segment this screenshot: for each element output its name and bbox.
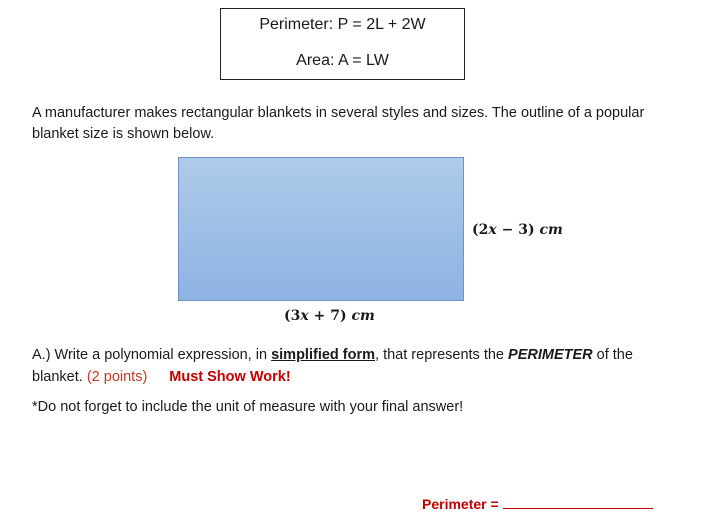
answer-blank[interactable] — [503, 494, 653, 509]
formula-box — [220, 8, 465, 80]
blanket-rectangle — [178, 157, 464, 301]
must-show-work: Must Show Work! — [169, 369, 291, 385]
intro-paragraph: A manufacturer makes rectangular blankets in several styles and sizes. The outline of a popular blanket size is shown below. — [32, 105, 645, 142]
unit-reminder-note: *Do not forget to include the unit of measure with your final answer! — [32, 399, 464, 415]
points-label: (2 points) — [86, 369, 148, 385]
perimeter-answer-line — [422, 494, 653, 512]
width-label: (2x − 3) cm — [472, 222, 563, 238]
perimeter-emphasis: PERIMETER — [508, 347, 593, 363]
simplified-form-emphasis: simplified form — [271, 347, 376, 363]
area-formula: Area: A = LW — [296, 52, 389, 69]
perimeter-answer-label: Perimeter = — [422, 496, 499, 512]
question-a: A.) Write a polynomial expression, in simplified form, that represents the PERIMETER of the blanket. (2 points) Must Show Work! — [32, 347, 633, 385]
perimeter-formula: Perimeter: P = 2L + 2W — [259, 16, 426, 33]
length-label: (3x + 7) cm — [284, 308, 375, 324]
